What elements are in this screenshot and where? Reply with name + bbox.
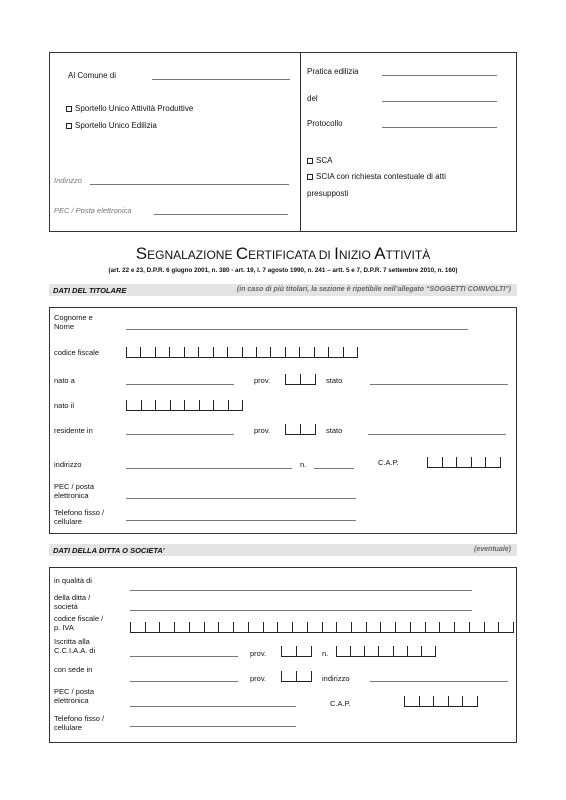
title-initial: A	[374, 244, 386, 263]
cap-field[interactable]	[404, 696, 478, 707]
stato-field[interactable]	[370, 384, 508, 385]
scia-label-2: presupposti	[307, 189, 349, 198]
title-initial: C	[235, 244, 249, 263]
titolare-band-note: (in caso di più titolari, la sezione è ripetibile nell’allegato “SOGGETTI COINVOLTI”)	[236, 285, 511, 293]
pec-field[interactable]	[154, 214, 288, 215]
protocollo-field[interactable]	[382, 127, 497, 128]
nome-label: Nome	[54, 322, 75, 331]
cf-iva-field[interactable]	[130, 622, 514, 633]
prov-label: prov.	[254, 426, 271, 435]
codice-fiscale-field[interactable]	[126, 347, 358, 358]
sca-option[interactable]	[307, 156, 332, 165]
numero-field[interactable]	[314, 468, 354, 469]
residente-field[interactable]	[126, 434, 234, 435]
telefono-field[interactable]	[126, 520, 356, 521]
indirizzo-label: indirizzo	[322, 674, 350, 683]
numero-label: n.	[322, 649, 329, 658]
sede-label: con sede in	[54, 665, 93, 674]
indirizzo-field[interactable]	[90, 184, 289, 185]
titolare-band-label: DATI DEL TITOLARE	[53, 285, 127, 295]
pec-label: PEC / posta	[54, 687, 95, 696]
stato-field[interactable]	[368, 434, 506, 435]
scia-label: SCIA con richiesta contestuale di atti	[316, 172, 446, 181]
title-initial: S	[135, 244, 148, 263]
prov-field[interactable]	[281, 646, 312, 657]
telefono-label: Telefono fisso /	[54, 508, 105, 517]
scia-option[interactable]	[307, 172, 446, 181]
stato-label: stato	[326, 376, 343, 385]
title-part: ERTIFICATA DI	[248, 248, 335, 262]
ditta-field[interactable]	[130, 610, 472, 611]
cognome-label: Cognome e	[54, 313, 93, 322]
pec-label-2: elettronica	[54, 491, 89, 500]
iscritta-label: Iscritta alla	[54, 637, 90, 646]
pec-field[interactable]	[126, 498, 356, 499]
comune-label: Al Comune di	[68, 71, 117, 80]
sportello-attivita-label: Sportello Unico Attività Produttive	[75, 104, 194, 113]
sede-field[interactable]	[130, 681, 238, 682]
cap-label: C.A.P.	[330, 699, 351, 708]
prov-field[interactable]	[281, 671, 312, 682]
ditta-band	[49, 544, 517, 556]
prov-label: prov.	[254, 376, 271, 385]
codice-fiscale-label: codice fiscale	[54, 348, 100, 357]
page-title	[0, 244, 566, 265]
checkbox-icon[interactable]	[66, 123, 72, 129]
telefono-label: Telefono fisso /	[54, 714, 105, 723]
ditta-band-note: (eventuale)	[474, 545, 511, 553]
pec-label: PEC / Posta elettronica	[54, 206, 132, 215]
title-part: TTIVITÀ	[385, 248, 431, 262]
sca-label: SCA	[316, 156, 333, 165]
page-subtitle: (art. 22 e 23, D.P.R. 6 giugno 2001, n. 380 - art. 19, l. 7 agosto 1990, n. 241 – artt. 5 e 7, D.P.R. 7 settembre 2010, n. 160)	[108, 267, 458, 274]
stato-label: stato	[326, 426, 343, 435]
numero-field[interactable]	[336, 646, 436, 657]
sportello-attivita-option[interactable]	[66, 104, 193, 113]
prov-label: prov.	[250, 674, 267, 683]
pratica-field[interactable]	[382, 75, 497, 76]
telefono-label-2: cellulare	[54, 723, 82, 732]
numero-label: n.	[300, 460, 307, 469]
checkbox-icon[interactable]	[307, 174, 313, 180]
prov-field[interactable]	[285, 424, 316, 435]
nato-a-field[interactable]	[126, 384, 234, 385]
protocollo-label: Protocollo	[307, 119, 343, 128]
indirizzo-field[interactable]	[370, 681, 508, 682]
cciaa-field[interactable]	[130, 656, 238, 657]
title-part: EGNALAZIONE	[147, 248, 236, 262]
iscritta-label-2: C.C.I.A.A. di	[54, 646, 96, 655]
del-field[interactable]	[382, 101, 497, 102]
del-label: del	[307, 94, 318, 103]
qualita-field[interactable]	[130, 590, 472, 591]
pec-label-2: elettronica	[54, 696, 89, 705]
telefono-label-2: cellulare	[54, 517, 82, 526]
title-initial: I	[334, 244, 339, 263]
prov-label: prov.	[250, 649, 267, 658]
indirizzo-label: indirizzo	[54, 460, 82, 469]
nato-il-label: nato il	[54, 401, 75, 410]
cf-iva-label: codice fiscale /	[54, 614, 104, 623]
qualita-label: in qualità di	[54, 576, 92, 585]
ditta-label: della ditta /	[54, 593, 91, 602]
cap-label: C.A.P.	[378, 458, 399, 467]
prov-field[interactable]	[285, 374, 316, 385]
indirizzo-label: Indirizzo	[54, 176, 82, 185]
checkbox-icon[interactable]	[66, 106, 72, 112]
residente-label: residente in	[54, 426, 93, 435]
titolare-box	[49, 307, 517, 534]
nato-il-field[interactable]	[126, 400, 243, 411]
cf-iva-label-2: p. IVA	[54, 623, 74, 632]
title-part: NIZIO	[338, 248, 375, 262]
sportello-edilizia-label: Sportello Unico Edilizia	[75, 121, 157, 130]
ditta-label-2: società	[54, 602, 78, 611]
pec-field[interactable]	[130, 706, 296, 707]
titolare-band	[49, 284, 517, 296]
ditta-band-label: DATI DELLA DITTA O SOCIETA’	[53, 545, 165, 555]
indirizzo-field[interactable]	[126, 468, 292, 469]
telefono-field[interactable]	[130, 726, 296, 727]
header-divider	[300, 52, 301, 232]
pec-label: PEC / posta	[54, 482, 95, 491]
cap-field[interactable]	[427, 457, 501, 468]
nato-a-label: nato a	[54, 376, 75, 385]
checkbox-icon[interactable]	[307, 158, 313, 164]
comune-field[interactable]	[152, 79, 290, 80]
pratica-label: Pratica edilizia	[307, 67, 359, 76]
cognome-field[interactable]	[126, 329, 468, 330]
sportello-edilizia-option[interactable]	[66, 121, 157, 130]
